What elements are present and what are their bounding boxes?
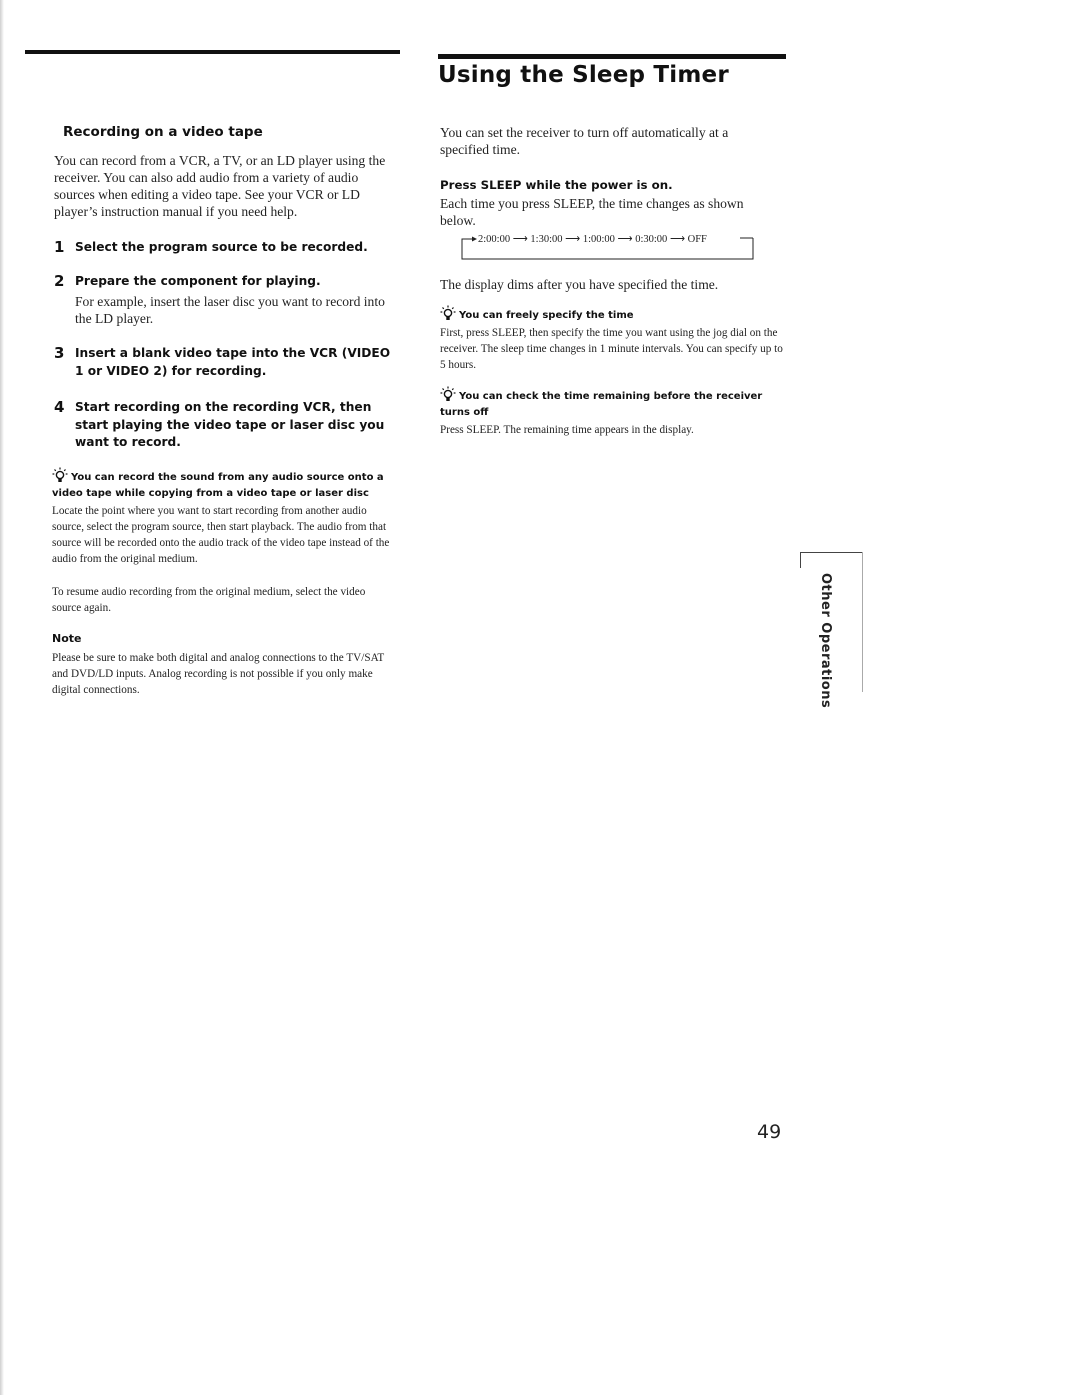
recording-intro: You can record from a VCR, a TV, or an LD player using the receiver. You can also add audio from a variety of audio sources when editing a video tape. See your VCR or LD player’s instruction manual if you need help. <box>54 153 386 219</box>
tip-body: Press SLEEP. The remaining time appears in the display. <box>440 424 694 436</box>
sleep-intro: You can set the receiver to turn off automatically at a specified time. <box>440 125 729 157</box>
lightbulb-icon <box>440 386 456 402</box>
tip-title-text: You can freely specify the time <box>459 310 634 321</box>
step-1 <box>54 238 399 257</box>
lightbulb-icon <box>52 467 68 483</box>
arrow-icon: ⟶ <box>512 234 528 245</box>
sequence-item: 1:00:00 <box>582 234 615 245</box>
step-number: 2 <box>54 272 65 290</box>
step-3 <box>54 344 399 380</box>
step-4 <box>54 398 399 452</box>
page-title: Using the Sleep Timer <box>438 62 729 88</box>
sequence-item: 2:00:00 <box>478 234 511 245</box>
step-text: Insert a blank video tape into the VCR (VIDEO 1 or VIDEO 2) for recording. <box>75 346 391 378</box>
step-number: 1 <box>54 238 65 256</box>
step-text: Start recording on the recording VCR, then start playing the video tape or laser disc you want to record. <box>75 400 385 449</box>
scan-edge <box>0 0 4 1395</box>
tip-title-text: You can check the time remaining before the receiver turns off <box>440 391 763 418</box>
step-text: Prepare the component for playing. <box>75 274 321 288</box>
tip-check-remaining <box>440 386 785 438</box>
resume-text: To resume audio recording from the original medium, select the video source again. <box>52 586 366 614</box>
arrow-icon: ⟶ <box>669 234 685 245</box>
step-number: 4 <box>54 398 65 416</box>
sleep-time-cycle <box>460 230 760 260</box>
step-2 <box>54 272 399 327</box>
tip-title-text: You can record the sound from any audio source onto a video tape while copying from a video tape or laser disc <box>52 472 384 499</box>
lightbulb-icon <box>440 305 456 321</box>
note-title: Note <box>52 632 82 645</box>
sequence-item: 1:30:00 <box>530 234 563 245</box>
note-body: Please be sure to make both digital and analog connections to the TV/SAT and DVD/LD inputs. Analog recording is not possible if you only make digital connections. <box>52 652 385 696</box>
arrow-icon: ⟶ <box>617 234 633 245</box>
tip-body: Locate the point where you want to start recording from another audio source, select the program source, then start playback. The audio from that source will be recorded onto the audio track of the video tape instead of the audio from the original medium. <box>52 505 390 565</box>
step-text: Select the program source to be recorded. <box>75 240 368 254</box>
arrow-icon: ⟶ <box>565 234 581 245</box>
section-heading-recording: Recording on a video tape <box>63 124 263 140</box>
tip-free-specify <box>440 305 785 373</box>
page-number: 49 <box>757 1121 782 1143</box>
step-number: 3 <box>54 344 65 362</box>
sequence-item: OFF <box>687 234 707 245</box>
side-tab-bracket <box>800 552 863 568</box>
instruction-heading: Press SLEEP while the power is on. <box>440 178 673 192</box>
right-top-rule <box>438 54 786 59</box>
sequence-row <box>478 233 707 245</box>
sequence-item: 0:30:00 <box>635 234 668 245</box>
left-top-rule <box>25 50 400 54</box>
instruction-body: Each time you press SLEEP, the time changes as shown below. <box>440 196 744 228</box>
step-detail: For example, insert the laser disc you want to record into the LD player. <box>75 293 385 326</box>
side-tab-label: Other Operations <box>818 573 833 709</box>
tip-body: First, press SLEEP, then specify the time you want using the jog dial on the receiver. The sleep time changes in 1 minute intervals. You can specify up to 5 hours. <box>440 327 783 371</box>
display-dims-text: The display dims after you have specified the time. <box>440 277 719 292</box>
recording-tip <box>52 467 397 567</box>
side-tab-line <box>862 552 863 692</box>
